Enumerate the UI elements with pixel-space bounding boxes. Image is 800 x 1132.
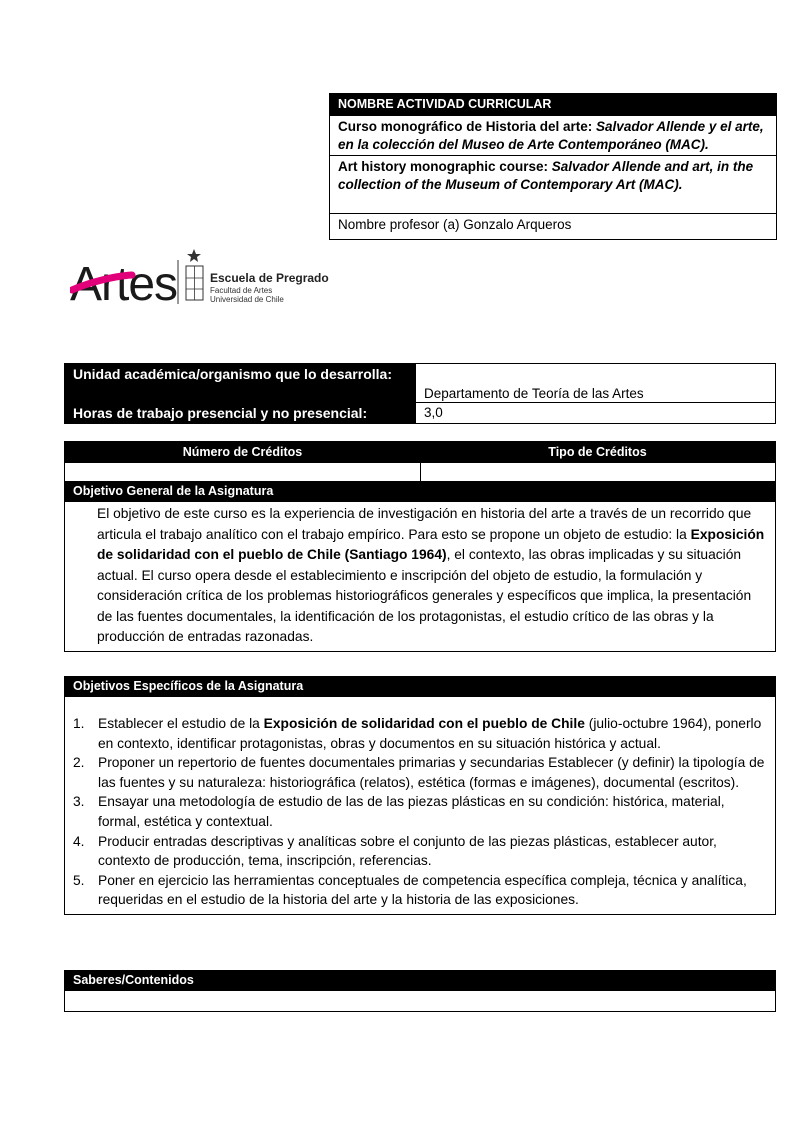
logo-line2: Facultad de Artes — [210, 286, 273, 295]
objetivo-general-text-part1: El objetivo de este curso es la experiencia de investigación en historia del arte a través de un recorrido que articula el trabajo analítico con el trabajo empírico. Para esto se propone un objeto de estudio: la — [97, 506, 752, 542]
list-item-text-pre: Ensayar una metodología de estudio de las de las piezas plásticas en su condición: histórica, material, formal, estética y contextual. — [98, 794, 725, 829]
list-item-text — [98, 714, 767, 753]
objetivos-especificos-table — [64, 676, 776, 915]
tipo-creditos-label: Tipo de Créditos — [548, 445, 647, 459]
activity-title-en-italic: Salvador Allende and art, in the collection of the Museum of Contemporary Art (MAC). — [338, 159, 754, 192]
objetivos-especificos-list — [65, 697, 775, 914]
list-item-text-pre: Poner en ejercicio las herramientas conceptuales de competencia específica compleja, técnica y analítica, requeridas en el estudio de la historia del arte y la historia de las exposiciones. — [98, 872, 747, 908]
saberes-content — [65, 991, 775, 1011]
activity-title-es-plain: Curso monográfico de Historia del arte: — [338, 119, 597, 134]
list-item-text — [98, 792, 767, 831]
tipo-creditos-value — [421, 463, 776, 481]
list-item-text-post: (julio-octubre 1964), ponerlo en contexto, identificar protagonistas, obras y documentos en su situación histórica y actual. — [98, 716, 762, 751]
objetivo-general-header: Objetivo General de la Asignatura — [65, 482, 775, 502]
list-item-text — [98, 753, 767, 792]
list-item-number: 2. — [73, 755, 85, 771]
objetivo-general-text-bold: Exposición de solidaridad con el pueblo de Chile (Santiago 1964) — [97, 526, 765, 562]
university-seal-icon — [186, 249, 203, 300]
artes-logo-graphic — [70, 248, 330, 308]
unidad-value-text: Departamento de Teoría de las Artes — [424, 386, 644, 401]
list-item-text-bold: Exposición de solidaridad con el pueblo de Chile — [263, 716, 585, 731]
logo-line3: Universidad de Chile — [210, 295, 284, 304]
saberes-header: Saberes/Contenidos — [65, 971, 775, 991]
list-item — [73, 753, 767, 792]
unidad-label: Unidad académica/organismo que lo desarrolla: — [65, 364, 415, 402]
saberes-table — [64, 970, 776, 1012]
list-item-number: 5. — [73, 872, 85, 888]
professor-name: Nombre profesor (a) Gonzalo Arqueros — [338, 217, 572, 232]
list-item-text — [98, 832, 767, 871]
activity-header: NOMBRE ACTIVIDAD CURRICULAR — [330, 94, 776, 116]
list-item-number: 3. — [73, 794, 85, 810]
objetivos-especificos-header: Objetivos Específicos de la Asignatura — [65, 677, 775, 697]
list-item-text-pre: Proponer un repertorio de fuentes documentales primarias y secundarias Establecer (y definir) la tipología de las fuentes y su naturaleza: historiográfica (relatos), estética (formas e imágenes), documental (escritos). — [98, 755, 765, 790]
activity-title-en — [330, 156, 776, 214]
horas-value: 3,0 — [415, 403, 775, 423]
activity-title-en-plain: Art history monographic course: — [338, 159, 552, 174]
list-item — [73, 792, 767, 831]
logo-brand: Artes — [70, 258, 178, 308]
logo-line1: Escuela de Pregrado — [210, 271, 329, 285]
unidad-row — [65, 364, 775, 403]
list-item — [73, 871, 767, 910]
activity-title-es — [330, 116, 776, 156]
horas-row — [65, 403, 775, 423]
activity-table — [329, 93, 777, 240]
list-item-text — [98, 871, 767, 910]
objetivo-general-text-part2: , el contexto, las obras implicadas y su situación actual. El curso opera desde el establecimiento e inscripción del objeto de estudio, la formulación y consideración crítica de los problemas historiográficos generales y específicos que implica, la presentación de las fuentes documentales, la identificación de los protagonistas, el estudio crítico de las obras y la producción de entradas razonadas. — [97, 547, 752, 644]
horas-label: Horas de trabajo presencial y no presencial: — [65, 403, 415, 423]
creditos-value-row — [65, 463, 775, 482]
list-item-text-pre: Establecer el estudio de la — [98, 716, 264, 731]
list-item — [73, 832, 767, 871]
unidad-table — [64, 363, 776, 424]
list-item-text-pre: Producir entradas descriptivas y analíticas sobre el conjunto de las piezas plásticas, establecer autor, contexto de producción, tema, inscripción, referencias. — [98, 833, 717, 869]
creditos-header-row — [65, 442, 775, 463]
creditos-table — [64, 441, 776, 652]
numero-creditos-label: Número de Créditos — [182, 445, 303, 459]
artes-logo — [70, 248, 330, 308]
objetivo-general-text — [65, 502, 775, 651]
activity-title-es-italic: Salvador Allende y el arte, en la colección del Museo de Arte Contemporáneo (MAC). — [338, 119, 764, 152]
list-item — [73, 714, 767, 753]
list-item-number: 4. — [73, 833, 85, 849]
unidad-value — [415, 364, 775, 402]
list-item-number: 1. — [73, 716, 85, 731]
numero-creditos-value — [65, 463, 421, 481]
